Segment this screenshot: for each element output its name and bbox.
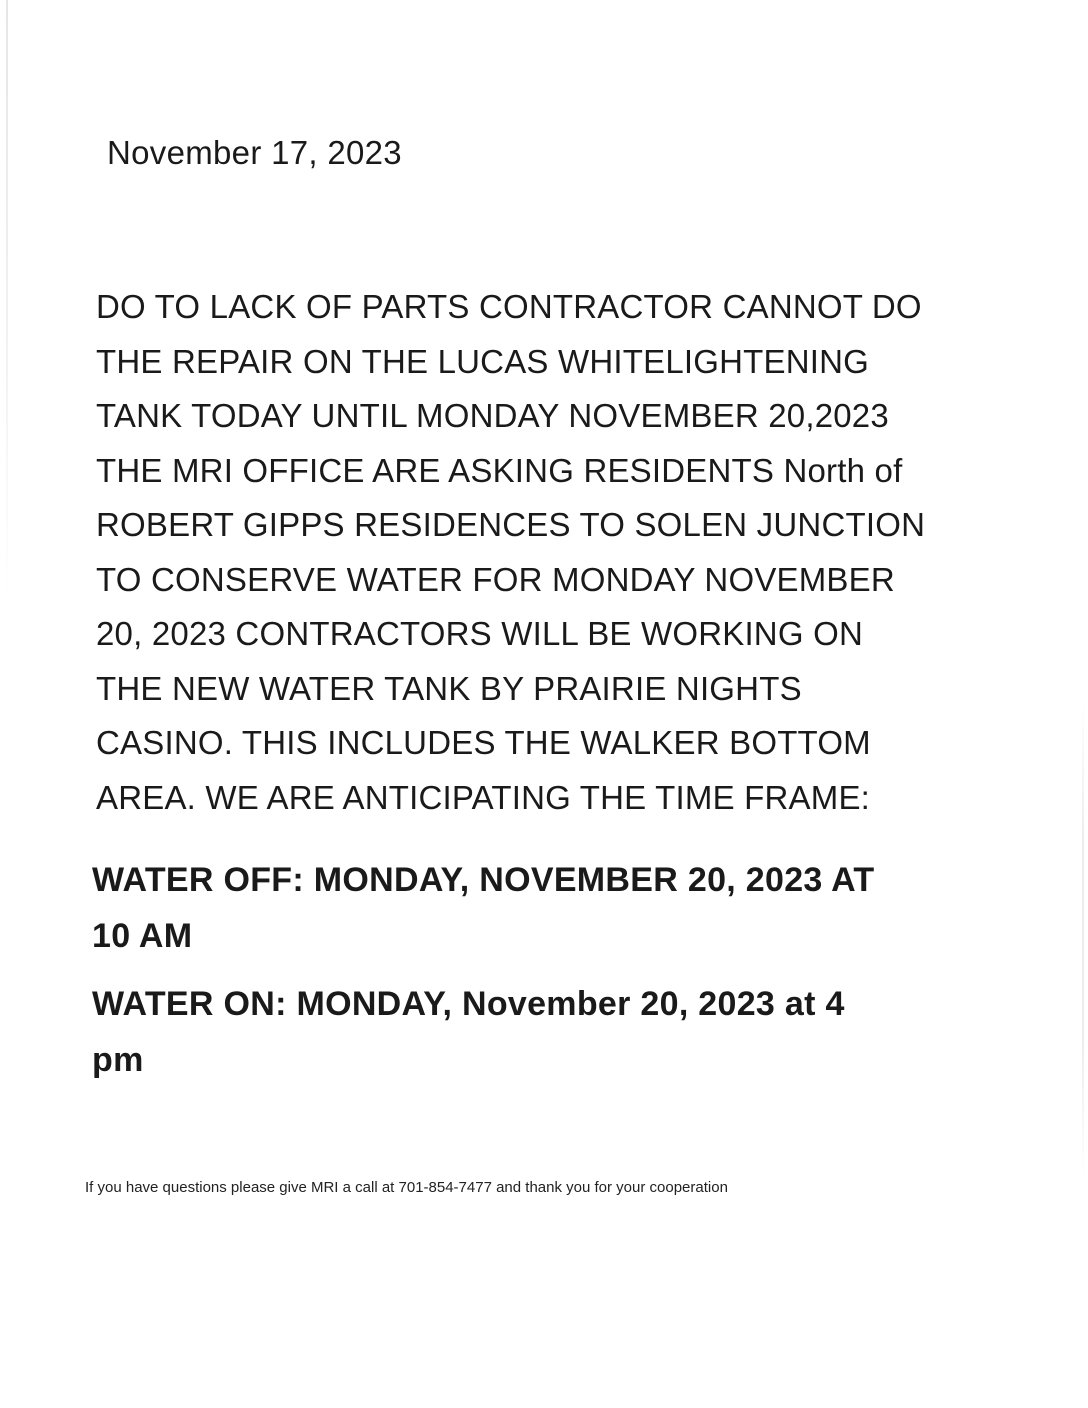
notice-body <box>96 280 996 825</box>
contact-footer: If you have questions please give MRI a call at 701-854-7477 and thank you for your cooperation <box>85 1179 728 1196</box>
notice-date: November 17, 2023 <box>107 134 402 171</box>
water-on-line-2: pm <box>92 1041 144 1079</box>
body-line: DO TO LACK OF PARTS CONTRACTOR CANNOT DO <box>96 288 922 325</box>
body-line: AREA. WE ARE ANTICIPATING THE TIME FRAME: <box>96 778 871 816</box>
water-off-schedule <box>92 852 992 964</box>
scan-edge-right <box>1082 700 1084 1180</box>
body-line: CASINO. THIS INCLUDES THE WALKER BOTTOM <box>96 724 871 761</box>
body-line: THE REPAIR ON THE LUCAS WHITELIGHTENING <box>96 342 870 380</box>
body-line: THE NEW WATER TANK BY PRAIRIE NIGHTS <box>96 669 802 707</box>
scan-edge-left <box>6 0 8 600</box>
body-line: TANK TODAY UNTIL MONDAY NOVEMBER 20,2023 <box>96 397 889 434</box>
body-line: 20, 2023 CONTRACTORS WILL BE WORKING ON <box>96 615 863 652</box>
water-off-line-1: WATER OFF: MONDAY, NOVEMBER 20, 2023 AT <box>92 861 875 899</box>
body-line: THE MRI OFFICE ARE ASKING RESIDENTS North of <box>96 451 903 489</box>
body-line: ROBERT GIPPS RESIDENCES TO SOLEN JUNCTION <box>96 506 926 543</box>
water-on-schedule <box>92 976 992 1088</box>
body-line: TO CONSERVE WATER FOR MONDAY NOVEMBER <box>96 560 895 598</box>
water-on-line-1: WATER ON: MONDAY, November 20, 2023 at 4 <box>92 985 845 1023</box>
water-off-line-2: 10 AM <box>92 917 193 955</box>
